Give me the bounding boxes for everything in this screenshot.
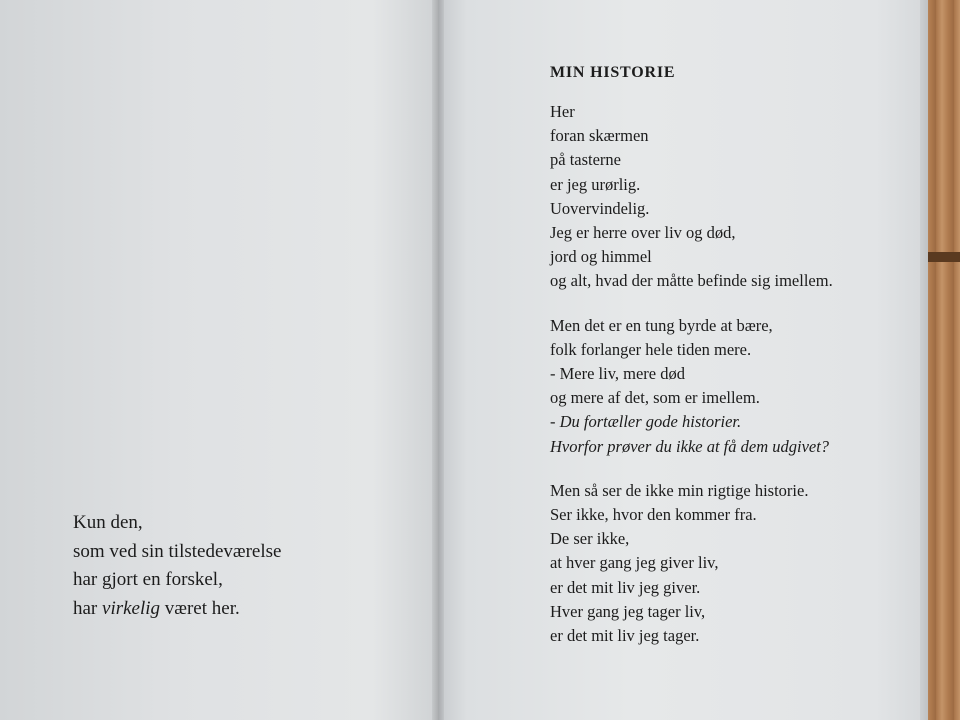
left-page: [0, 0, 438, 720]
stanza-1: [550, 100, 833, 294]
dedication-text-segment: været her.: [160, 597, 240, 619]
poem-line: på tasterne: [550, 150, 622, 170]
poem-line: at hver gang jeg giver liv,: [550, 553, 719, 573]
poem-line-italic: Hvorfor prøver du ikke at få dem udgivet?: [550, 436, 830, 456]
page-edge: [920, 0, 928, 720]
poem-line-italic: - Du fortæller gode historier.: [550, 412, 742, 432]
poem-title: MIN HISTORIE: [550, 64, 676, 81]
poem-line: og mere af det, som er imellem.: [550, 388, 760, 408]
poem-line: jord og himmel: [550, 247, 652, 267]
poem-line: folk forlanger hele tiden mere.: [550, 339, 752, 359]
dedication-text: [73, 509, 281, 623]
dedication-line: Kun den,: [73, 512, 143, 533]
stanza-2: [550, 314, 833, 459]
poem-line: Men så ser de ikke min rigtige historie.: [550, 480, 809, 500]
poem-line: Jeg er herre over liv og død,: [550, 223, 736, 243]
dedication-text-segment: har: [73, 597, 103, 619]
book-gutter: [432, 0, 444, 720]
dedication-line: [73, 595, 281, 624]
poem-line: foran skærmen: [550, 126, 649, 146]
poem-line: er det mit liv jeg giver.: [550, 577, 701, 597]
dedication-emphasis: virkelig: [102, 597, 161, 619]
poem-line: Uovervindelig.: [550, 198, 650, 218]
poem-line: Her: [550, 102, 575, 121]
poem-line: - Mere liv, mere død: [550, 364, 686, 384]
poem-line: og alt, hvad der måtte befinde sig imellem.: [550, 271, 833, 291]
poem-line: er jeg urørlig.: [550, 174, 641, 194]
stanza-3: [550, 479, 833, 648]
dedication-line: har gjort en forskel,: [73, 569, 223, 590]
poem-line: Hver gang jeg tager liv,: [550, 601, 706, 621]
dedication-line: som ved sin tilstedeværelse: [73, 540, 282, 562]
poem-line: De ser ikke,: [550, 529, 630, 549]
poem: [550, 64, 833, 668]
poem-line: er det mit liv jeg tager.: [550, 626, 700, 646]
poem-line: Men det er en tung byrde at bære,: [550, 315, 773, 335]
poem-line: Ser ikke, hvor den kommer fra.: [550, 505, 757, 525]
